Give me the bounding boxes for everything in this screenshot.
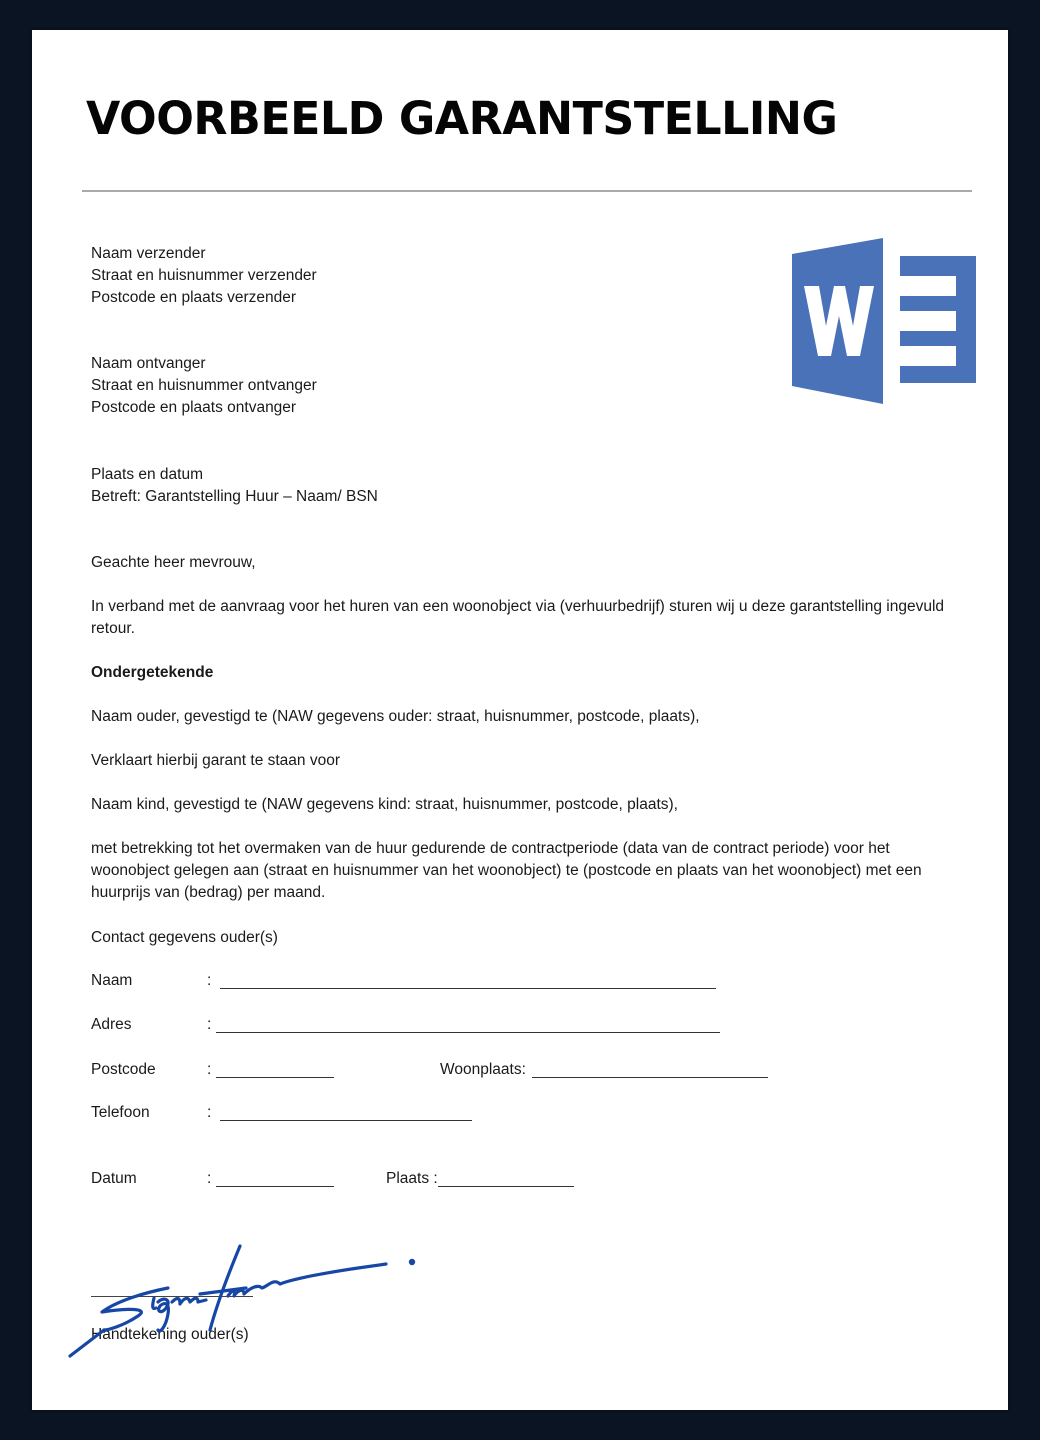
place-field[interactable] xyxy=(438,1186,574,1187)
document-page xyxy=(32,30,1008,1410)
salutation: Geachte heer mevrouw, xyxy=(91,554,256,571)
title-divider xyxy=(82,190,972,192)
postcode-label: Postcode xyxy=(91,1061,156,1078)
contact-heading: Contact gegevens ouder(s) xyxy=(91,929,278,946)
recipient-postcode: Postcode en plaats ontvanger xyxy=(91,399,297,416)
declaration-line: Verklaart hierbij garant te staan voor xyxy=(91,752,340,769)
intro-paragraph: In verband met de aanvraag voor het huren van een woonobject via (verhuurbedrijf) sturen wij u deze garantstelling ingevuld retour. xyxy=(91,598,945,637)
recipient-street: Straat en huisnummer ontvanger xyxy=(91,377,317,394)
sender-street: Straat en huisnummer verzender xyxy=(91,267,317,284)
microsoft-word-icon xyxy=(792,238,976,404)
place-label: Plaats : xyxy=(386,1170,438,1187)
date-colon: : xyxy=(207,1170,212,1187)
phone-colon: : xyxy=(207,1104,212,1121)
phone-label: Telefoon xyxy=(91,1104,150,1121)
address-colon: : xyxy=(207,1016,212,1033)
handwritten-signature xyxy=(68,1230,448,1370)
city-label: Woonplaats: xyxy=(440,1061,526,1078)
sender-name: Naam verzender xyxy=(91,245,206,262)
name-colon: : xyxy=(207,972,212,989)
undersigned-heading: Ondergetekende xyxy=(91,664,214,681)
child-line: Naam kind, gevestigd te (NAW gegevens kind: straat, huisnummer, postcode, plaats), xyxy=(91,796,678,813)
recipient-name: Naam ontvanger xyxy=(91,355,206,372)
sender-postcode: Postcode en plaats verzender xyxy=(91,289,297,306)
date-label: Datum xyxy=(91,1170,137,1187)
document-title: VOORBEELD GARANTSTELLING xyxy=(86,92,838,145)
city-field[interactable] xyxy=(532,1077,768,1078)
place-date: Plaats en datum xyxy=(91,466,204,483)
postcode-colon: : xyxy=(207,1061,212,1078)
address-field[interactable] xyxy=(216,1032,720,1033)
terms-paragraph: met betrekking tot het overmaken van de huur gedurende de contractperiode (data van de contract periode) voor het woonobject gelegen aan (straat en huisnummer van het woonobject) te (postcode en plaats van het woonobject) met een huurprijs van (bedrag) per maand. xyxy=(91,840,922,901)
name-label: Naam xyxy=(91,972,133,989)
date-field[interactable] xyxy=(216,1186,334,1187)
name-field[interactable] xyxy=(220,988,716,989)
postcode-field[interactable] xyxy=(216,1077,334,1078)
subject-line: Betreft: Garantstelling Huur – Naam/ BSN xyxy=(91,488,378,505)
phone-field[interactable] xyxy=(220,1120,472,1121)
parent-line: Naam ouder, gevestigd te (NAW gegevens ouder: straat, huisnummer, postcode, plaats), xyxy=(91,708,700,725)
signature-caption: Handtekening ouder(s) xyxy=(91,1326,249,1343)
address-label: Adres xyxy=(91,1016,132,1033)
